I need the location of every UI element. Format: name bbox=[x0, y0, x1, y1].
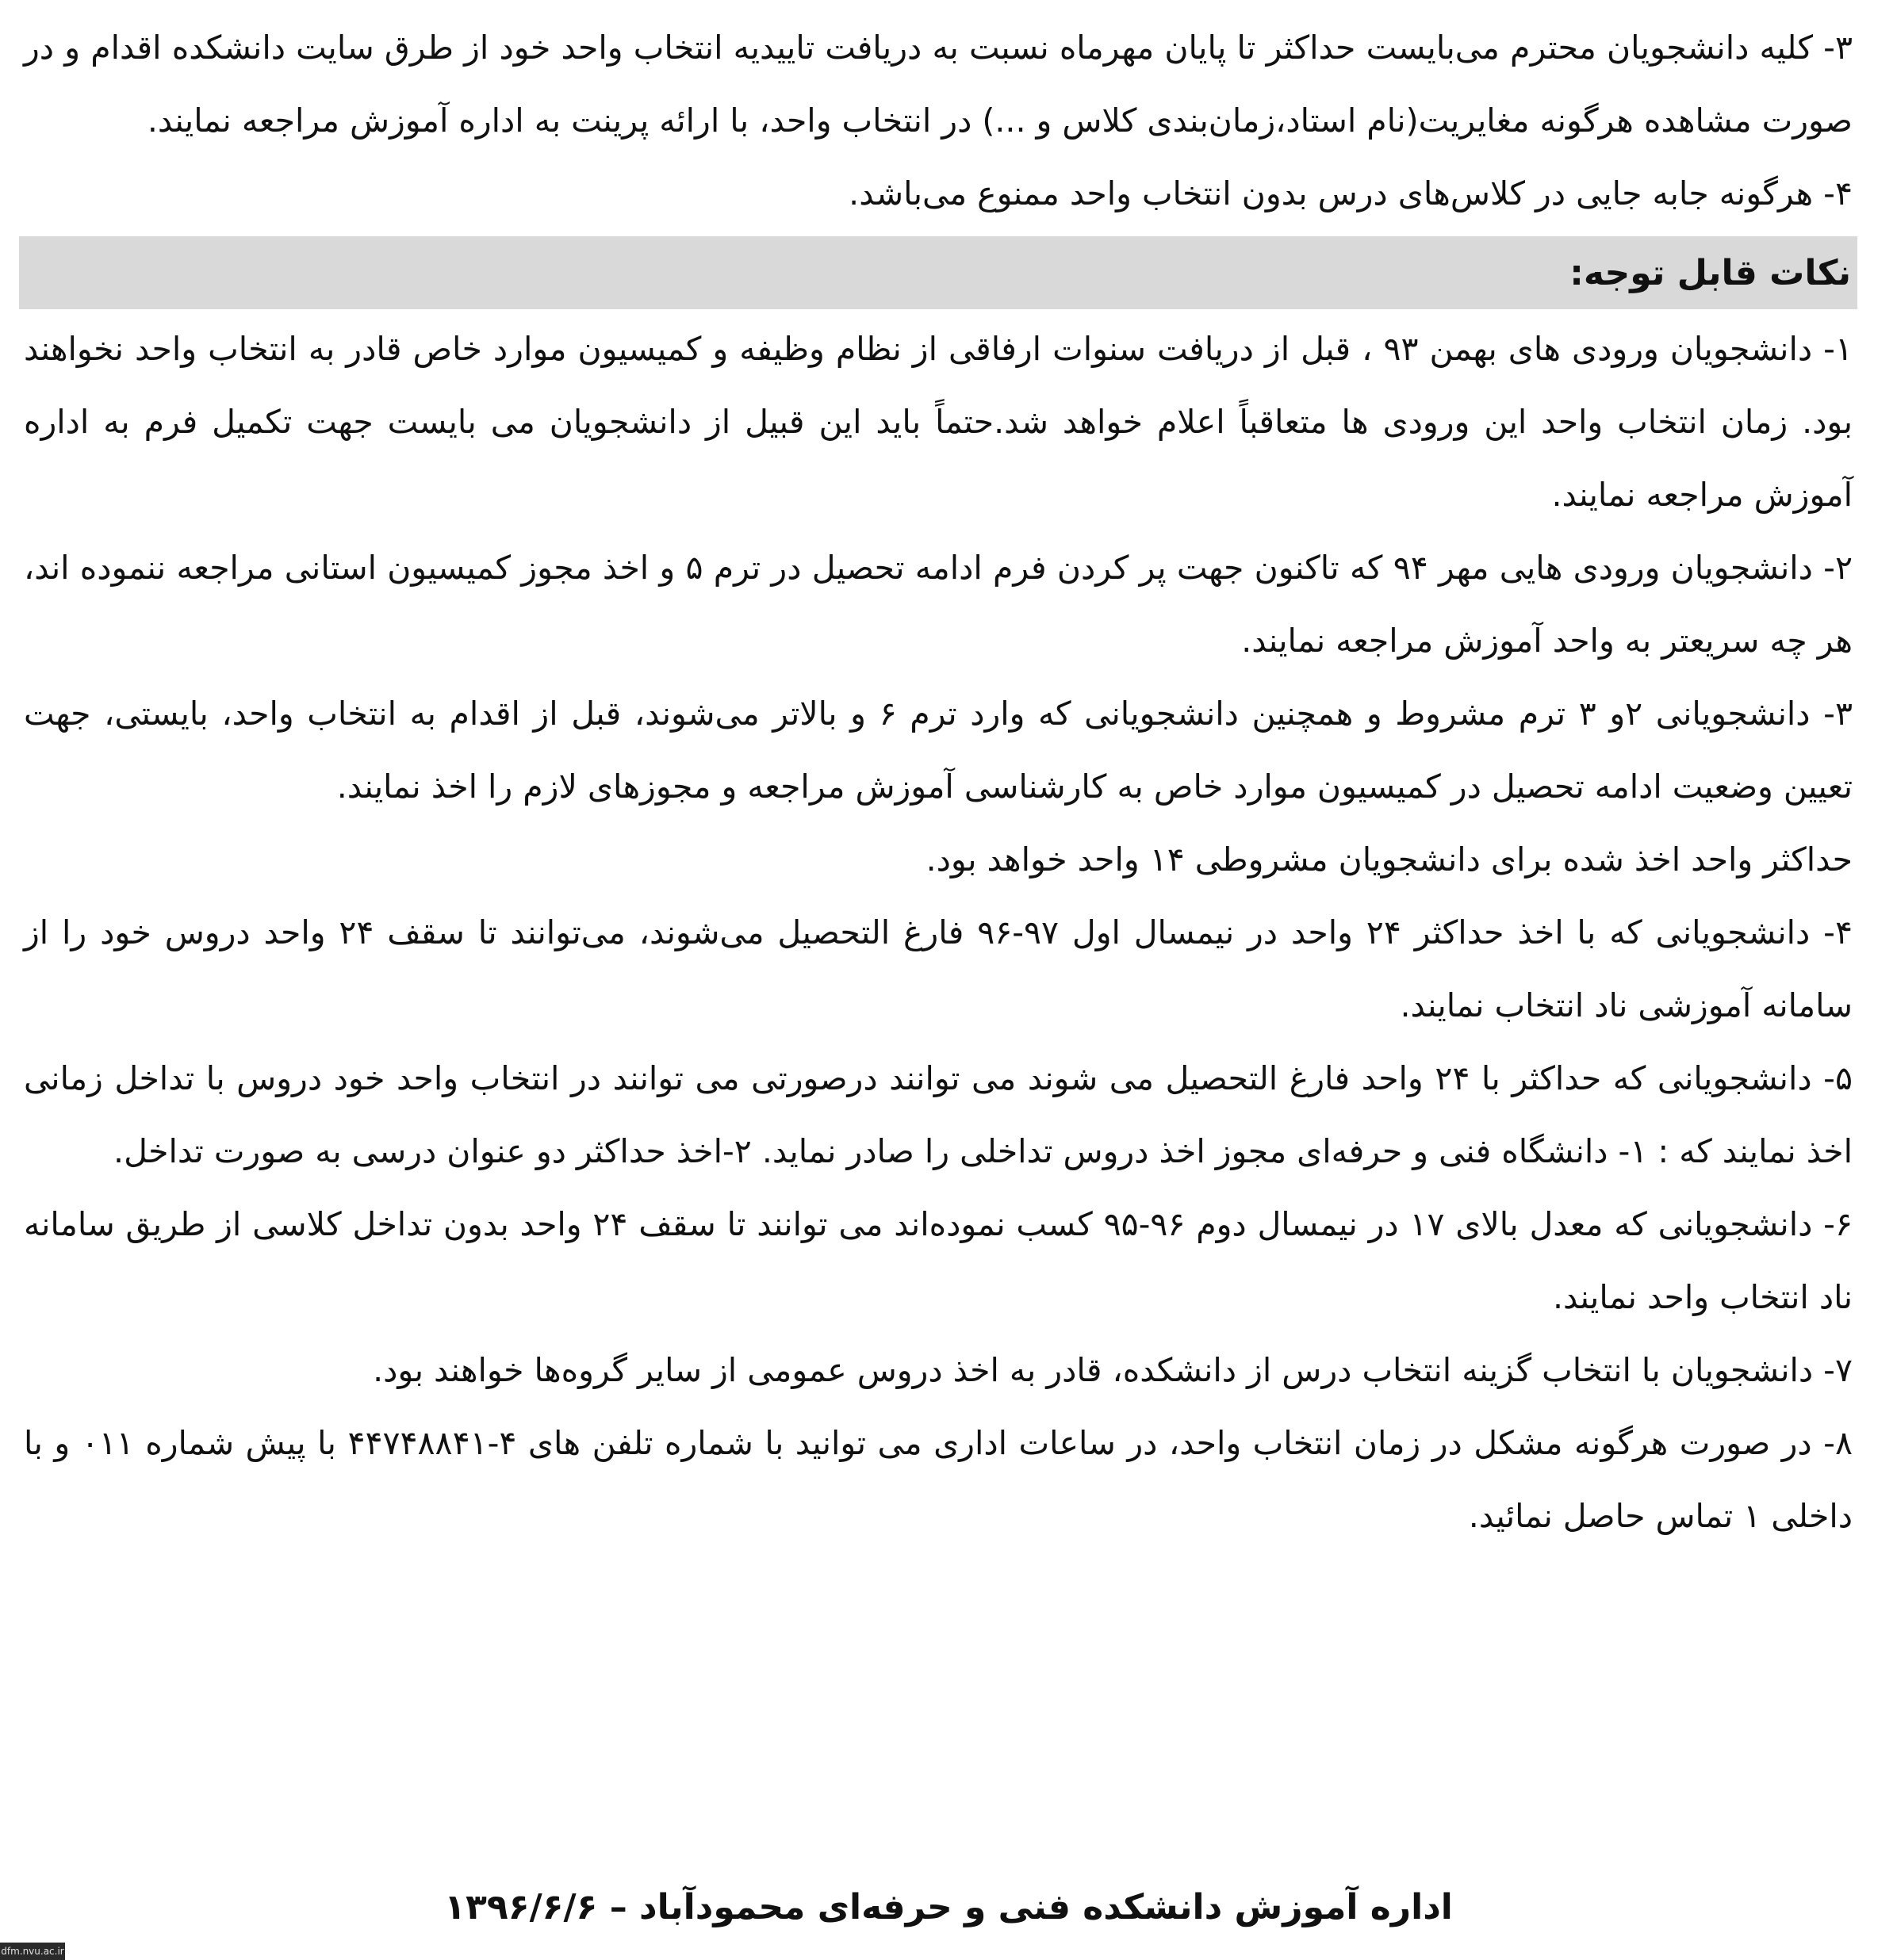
notes-heading-bar bbox=[19, 236, 1857, 309]
note-item: ۵- دانشجویانی که حداکثر با ۲۴ واحد فارغ التحصیل می شوند می توانند درصورتی می توانند در انتخاب واحد خود دروس با تداخل زمانی اخذ نمایند که : ۱- دانشگاه فنی و حرفه‌ای مجوز اخذ دروس تداخلی را صادر نماید. ۲-اخذ حداکثر دو عنوان درسی به صورت تداخل. bbox=[24, 1059, 1853, 1170]
announcement-page bbox=[19, 0, 1857, 1552]
note-item: ۸- در صورت هرگونه مشکل در زمان انتخاب واحد، در ساعات اداری می توانید با شماره تلفن های ۴-۴۴۷۴۸۸۴۱ با پیش شماره ۰۱۱ و با داخلی ۱ تماس حاصل نمائید. bbox=[24, 1424, 1853, 1535]
watermark: dfm.nvu.ac.ir bbox=[0, 1943, 65, 1960]
list-item: ۳- کلیه دانشجویان محترم می‌بایست حداکثر تا پایان مهرماه نسبت به دریافت تاییدیه انتخاب واحد خود از طرق سایت دانشکده اقدام و در صورت مشاهده هرگونه مغایریت(نام استاد،زمان‌بندی کلاس و ...) در انتخاب واحد، با ارائه پرینت به اداره آموزش مراجعه نمایند. bbox=[24, 29, 1853, 140]
top-items bbox=[19, 11, 1857, 230]
notes-list bbox=[19, 312, 1857, 1552]
note-item: ۷- دانشجویان با انتخاب گزینه انتخاب درس از دانشکده، قادر به اخذ دروس عمومی از سایر گروه‌ها خواهند بود. bbox=[373, 1351, 1853, 1389]
notes-heading: نکات قابل توجه: bbox=[1569, 252, 1851, 293]
note-item: ۲- دانشجویان ورودی هایی مهر ۹۴ که تاکنون جهت پر کردن فرم ادامه تحصیل در ترم ۵ و اخذ مجوز کمیسیون استانی مراجعه ننموده اند، هر چه سریعتر به واحد آموزش مراجعه نمایند. bbox=[24, 549, 1853, 660]
note-item: حداکثر واحد اخذ شده برای دانشجویان مشروطی ۱۴ واحد خواهد بود. bbox=[926, 840, 1853, 879]
note-item: ۴- دانشجویانی که با اخذ حداکثر ۲۴ واحد در نیمسال اول ۹۷-۹۶ فارغ التحصیل می‌شوند، می‌توانند تا سقف ۲۴ واحد دروس خود را از سامانه آموزشی ناد انتخاب نمایند. bbox=[24, 913, 1853, 1024]
note-item: ۱- دانشجویان ورودی های بهمن ۹۳ ، قبل از دریافت سنوات ارفاقی از نظام وظیفه و کمیسیون موارد خاص قادر به انتخاب واحد نخواهند بود. زمان انتخاب واحد این ورودی ها متعاقباً اعلام خواهد شد.حتماً باید این قبیل از دانشجویان می بایست جهت تکمیل فرم به اداره آموزش مراجعه نمایند. bbox=[24, 330, 1853, 514]
note-item: ۶- دانشجویانی که معدل بالای ۱۷ در نیمسال دوم ۹۶-۹۵ کسب نموده‌اند می توانند تا سقف ۲۴ واحد بدون تداخل کلاسی از طریق سامانه ناد انتخاب واحد نمایند. bbox=[24, 1205, 1853, 1316]
footer-signature: اداره آموزش دانشکده فنی و حرفه‌ای محمودآباد – ۱۳۹۶/۶/۶ bbox=[444, 1887, 1453, 1927]
note-item: ۳- دانشجویانی ۲و ۳ ترم مشروط و همچنین دانشجویانی که وارد ترم ۶ و بالاتر می‌شوند، قبل از اقدام به انتخاب واحد، بایستی، جهت تعیین وضعیت ادامه تحصیل در کمیسیون موارد خاص به کارشناسی آموزش مراجعه و مجوزهای لازم را اخذ نمایند. bbox=[24, 695, 1853, 806]
list-item: ۴- هرگونه جابه جایی در کلاس‌های درس بدون انتخاب واحد ممنوع می‌باشد. bbox=[849, 174, 1853, 212]
